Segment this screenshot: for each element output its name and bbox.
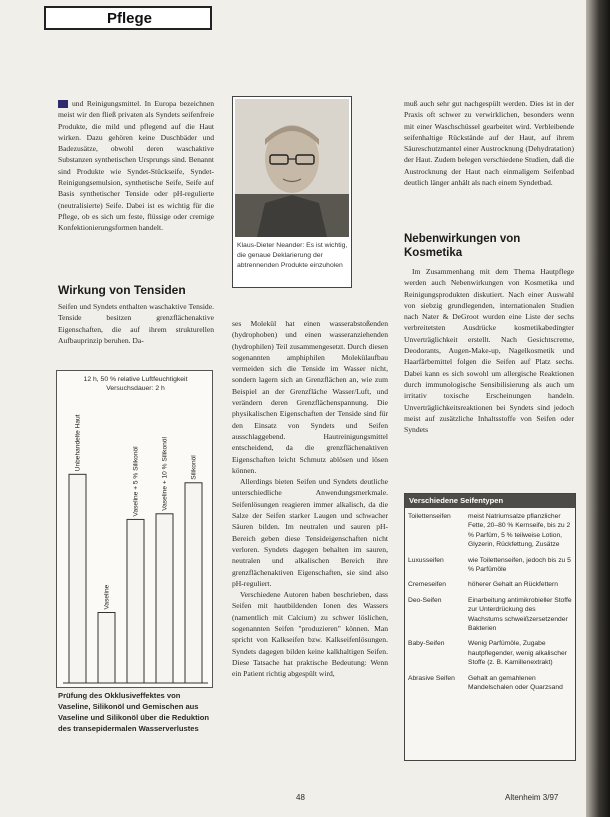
chart-category-label: Vaseline + 10 % Silikonöl bbox=[161, 437, 169, 511]
chart-category-label: Vaseline bbox=[103, 584, 111, 610]
table-row bbox=[405, 639, 575, 667]
table-row bbox=[405, 556, 575, 575]
left-column-section bbox=[58, 301, 214, 346]
page-number: 48 bbox=[296, 793, 305, 802]
table-row bbox=[405, 596, 575, 634]
table-row bbox=[405, 512, 575, 550]
chart-title: 12 h, 50 % relative Luftfeuchtigkeit Versuchsdauer: 2 h bbox=[83, 376, 188, 392]
soap-type-cell: Luxusseifen bbox=[408, 556, 444, 564]
middle-paragraph-1: ses Molekül hat einen wasserabstoßenden (hydrophoben) und einen wasseranziehenden (hydrophilen) Teil zusammengesetzt. Durch diesen sogenannten amphiphilen Molekülaufbau vermeiden sich die Tenside im Wasser nicht, sondern lagern sich an Grenzflächen an, wie zum Beispiel an der Grenzfläche Wasser/Luft, und verändern deren Grenzflächenspannung. Die physikalischen Eigenschaften der Tenside sind für den Einsatz von Syndets und Seifen ausschlaggebend. Hautreinigungsmittel entscheidend, da die grenzflächenaktiven Eigenschaften leicht Schmutz ablösen und lösen können. bbox=[232, 319, 388, 475]
soap-type-cell: Cremeseifen bbox=[408, 581, 446, 589]
section-title: Pflege bbox=[106, 10, 152, 27]
soap-description-cell: meist Natriumsalze pflanzlicher Fette, 20–80 % Kernseife, bis zu 2 % Parfüm, 5 % teilweise Lotion, Glyzerin, Rückfettung, Zusätze bbox=[468, 513, 571, 549]
table-row bbox=[405, 580, 575, 589]
heading-nebenwirkungen: Nebenwirkungen von Kosmetika bbox=[404, 233, 521, 259]
soap-type-cell: Baby-Seifen bbox=[408, 640, 445, 648]
soap-description-cell: Gehalt an gemahlenen Mandelschalen oder Quarzsand bbox=[468, 674, 563, 692]
intro-paragraph: und Reinigungsmittel. In Europa bezeichnen meist wir den fließ privaten als Syndets seifenfreie Produkte, die mild und pflegend auf die Haut wirken. Dazu gehören keine Duschbäder und Badezusätze, obwohl deren waschaktive Substanzen synthetischen Ursprungs sind. Benannt sind Produkte wie Syndet-Stückseife, Syndet-Reinigungsemulsion, synthetische Seife, Seife auf Basis synthetischer Tenside oder pH-regulierte (neutralisierte) Seife. Dabei ist es wichtig für die Pflege, ob es sich um feste, flüssige oder cremige Konfektionierungsformen handelt. bbox=[58, 99, 214, 233]
soap-type-cell: Abrasive Seifen bbox=[408, 674, 455, 682]
article-continuation-marker bbox=[58, 100, 68, 108]
right-paragraph-1: muß auch sehr gut nachgespült werden. Dies ist in der Praxis oft schwer zu verwirklichen, besonders wenn mit einer Waschschüssel gearbeitet wird. Verbleibende seifenhaltige Rückstände auf der Haut, auf ihrem Säureschutzmantel einer Austrocknung (Dehydratation) der Haut. Zudem belegen verschiedene Studien, daß die Austrocknung der Haut nach einmaligem Seifenbad deutlich länger anhält als nach einem Syndetbad. bbox=[404, 99, 574, 188]
soap-types-table bbox=[404, 493, 576, 761]
chart-caption: Prüfung des Okklusiveffektes von Vaseline, Silikonöl und Gemischen aus Vaseline und Silikonöl über die Reduktion des transepidermalen Wasserverlustes bbox=[58, 691, 210, 733]
soap-description-cell: wie Toilettenseifen, jedoch bis zu 5 % Parfümöle bbox=[468, 556, 571, 574]
chart-category-label: Silikonöl bbox=[190, 455, 198, 480]
chart-category-label: Unbehandelte Haut bbox=[74, 414, 82, 472]
page-edge-shadow bbox=[586, 0, 610, 817]
right-column-top bbox=[404, 98, 574, 188]
chart-bar bbox=[185, 483, 202, 683]
portrait-caption: Klaus-Dieter Neander: Es ist wichtig, die genaue Deklarierung der abtrennenden Produkte einzuholen bbox=[237, 242, 348, 269]
portrait-photo-box bbox=[232, 96, 352, 288]
middle-paragraph-2: Allerdings bieten Seifen und Syndets deutliche unterschiedliche Anwendungsmerkmale. Seifenlösungen reagieren immer alkalisch, da die Salze der Seifen starker Laugen und schwacher Säuren bilden. Im neutralen und sauren pH-Bereich geben diese Tensideigenschaften nicht verloren. Syndets dagegen behalten im sauren, neutralen und alkalischen Bereich ihre grenzflächenaktiven Eigenschaften, sie sind also pH-reguliert. bbox=[232, 477, 388, 588]
table-title: Verschiedene Seifentypen bbox=[405, 494, 575, 508]
table-body bbox=[405, 512, 575, 693]
chart-bar bbox=[98, 613, 115, 684]
heading-wirkung-von-tensiden: Wirkung von Tensiden bbox=[58, 283, 186, 297]
section-header bbox=[44, 6, 212, 30]
soap-description-cell: Wenig Parfümöle, Zugabe hautpflegender, wenig alkalischer Stoffe (z. B. Kamillenextrakt) bbox=[468, 640, 567, 667]
soap-type-cell: Toilettenseifen bbox=[408, 513, 451, 520]
soap-type-cell: Deo-Seifen bbox=[408, 596, 442, 604]
portrait-image bbox=[235, 99, 349, 237]
tenside-paragraph: Seifen und Syndets enthalten waschaktive Tenside. Tenside besitzen grenzflächenaktive Eigenschaften, die auf ihrem strukturellen Aufbauprinzip beruhen. Da- bbox=[58, 302, 214, 345]
right-paragraph-2: Im Zusammenhang mit dem Thema Hautpflege werden auch Nebenwirkungen von Kosmetika und Reinigungsprodukten diskutiert. Nach einer Auswahl von siebzig grundlegenden, internationalen Studien nach Nater & DeGroot wurden eine Liste der sechs verbreitetsten Ausdrücke kosmetikabedingter Unverträglichkeit erstellt. Nach Gesichtscreme, Deodorants, Augen-Make-up, Nagelkosmetik und Haarfärbemittel folgen die Seifen auf Platz sechs. Dabei kann es sich sowohl um allergische Reaktionen durch immunologische Sensibilisierung als auch um irritativ toxische Erscheinungen handeln. Unverträglichkeitsreaktionen bei Syndets sind jedoch meist auf zusätzliche Inhaltsstoffe von Seifen oder Syndets bbox=[404, 267, 574, 435]
right-column-section bbox=[404, 266, 574, 435]
left-column bbox=[58, 98, 214, 234]
publication-issue: Altenheim 3/97 bbox=[505, 793, 559, 802]
chart-bar bbox=[156, 514, 173, 683]
chart-plot bbox=[57, 371, 214, 689]
chart-category-label: Vaseline + 5 % Silikonöl bbox=[132, 446, 140, 517]
chart-bar bbox=[69, 474, 86, 683]
chart-bar bbox=[127, 519, 144, 683]
soap-description-cell: höherer Gehalt an Rückfettern bbox=[468, 581, 558, 589]
middle-paragraph-3: Verschiedene Autoren haben beschrieben, dass Seifen mit hautbildenden Ionen des Wassers (namentlich mit Calcium) zu schwer löslichen, sogenannten Seifen "produzieren" können. Man spricht von Kalkseifen bzw. Kalkseifenlösungen. Syndets dagegen bilden keine kalkhaltigen Seifen. Diese Tatsache hat praktische Bedeutung: Wenn ein Patient richtig abgespült wird, bbox=[232, 590, 388, 679]
soap-description-cell: Einarbeitung antimikrobieller Stoffe zur Unterdrückung des Wachstums schweißzersetzender Bakterien bbox=[468, 596, 572, 633]
table-row bbox=[405, 674, 575, 693]
occlusion-chart bbox=[56, 370, 213, 688]
middle-column bbox=[232, 318, 388, 680]
